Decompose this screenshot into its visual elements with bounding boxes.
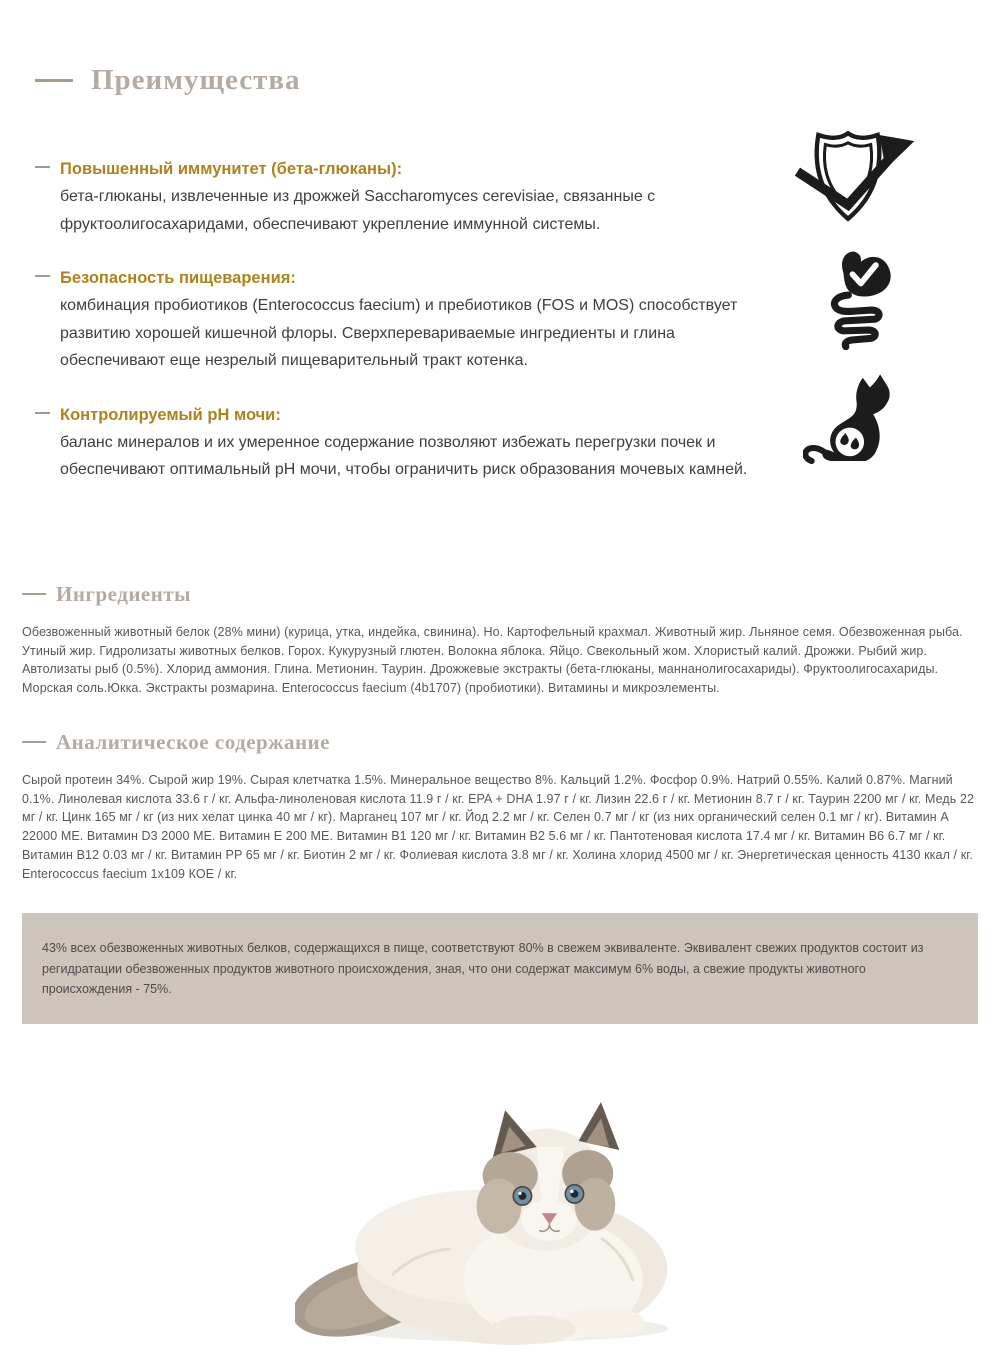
analysis-heading-text: Аналитическое содержание [56, 729, 330, 754]
benefit-title: Контролируемый pH мочи: [60, 405, 281, 424]
benefit-title: Безопасность пищеварения: [60, 269, 296, 288]
ingredients-heading [22, 582, 1000, 607]
benefit-item-urinary [35, 401, 775, 484]
benefit-title: Повышенный иммунитет (бета-глюканы): [60, 160, 403, 178]
heading-dash [22, 741, 46, 743]
benefit-icons-column [775, 128, 935, 510]
benefit-item-immunity [35, 155, 775, 238]
benefits-section [0, 155, 1000, 510]
benefit-text: комбинация пробиотиков (Enterococcus faecium) и пребиотиков (FOS и MOS) способствует развитию хорошей кишечной флоры. Сверхперевариваемые ингредиенты и глина обеспечивают еще незрелый пищеварительный тракт котенка. [60, 297, 738, 370]
ingredients-text: Обезвоженный животный белок (28% мини) (курица, утка, индейка, свинина). Но. Картофельный крахмал. Животный жир. Льняное семя. Обезвоженная рыба. Утиный жир. Гидролизаты животных белков. Горох. Кукурузный глютен. Волокна яблока. Яйцо. Свекольный жом. Хлористый калий. Дрожжи. Рыбий жир. Автолизаты рыб (0.5%). Хлорид аммония. Глина. Метионин. Таурин. Дрожжевые экстракты (бета-глюканы, маннанолигосахариды). Фруктоолигосахариды. Морская соль.Юкка. Экстракты розмарина. Enterococcus faecium (4b1707) (пробиотики). Витамины и микроэлементы. [22, 624, 963, 695]
benefit-text: бета-глюканы, извлеченные из дрожжей Saccharomyces cerevisiae, связанные с фруктоолигосахаридами, обеспечивают укрепление иммунной системы. [60, 188, 656, 233]
heading-dash [35, 79, 73, 82]
bullet-dash [35, 412, 50, 414]
ragdoll-cat-photo [295, 1096, 705, 1351]
product-detail-page [0, 64, 1000, 1264]
bullet-dash [35, 166, 50, 168]
bullet-dash [35, 275, 50, 277]
benefit-item-digestion [35, 264, 775, 375]
stomach-intestines-icon [812, 246, 898, 350]
heading-dash [22, 593, 46, 595]
benefits-heading-text: Преимущества [91, 64, 301, 96]
analysis-heading [22, 730, 1000, 755]
shield-arrow-icon [789, 128, 921, 224]
cat-photo-container [0, 1096, 1000, 1351]
protein-note-text: 43% всех обезвоженных животных белков, содержащихся в пище, соответствуют 80% в свежем эквиваленте. Эквивалент свежих продуктов состоит из регидратации обезвоженных продуктов животного происхождения, зная, что они содержат максимум 6% воды, а свежие продукты животного происхождения - 75%. [42, 941, 924, 996]
benefit-text: баланс минералов и их умеренное содержание позволяют избежать перегрузки почек и обеспечивают оптимальный pH мочи, чтобы ограничить риск образования мочевых камней. [60, 433, 748, 479]
benefits-heading [35, 64, 1000, 97]
benefits-list [35, 155, 775, 510]
analysis-text: Сырой протеин 34%. Сырой жир 19%. Сырая клетчатка 1.5%. Минеральное вещество 8%. Кальций 1.2%. Фосфор 0.9%. Натрий 0.55%. Калий 0.87%. Магний 0.1%. Линолевая кислота 33.6 г / кг. Альфа-линоленовая кислота 11.9 г / кг. EPA + DHA 1.97 г / кг. Лизин 22.6 г / кг. Метионин 8.7 г / кг. Таурин 2200 мг / кг. Медь 22 мг / кг. Цинк 165 мг / кг (из них хелат цинка 40 мг / кг). Марганец 107 мг / кг. Йод 2.2 мг / кг. Селен 0.7 мг / кг (из них органический селен 0.1 мг / кг). Витамин A 22000 МЕ. Витамин D3 2000 МЕ. Витамин E 200 МЕ. Витамин B1 120 мг / кг. Витамин B2 5.6 мг / кг. Пантотеновая кислота 17.4 мг / кг. Витамин B6 6.7 мг / кг. Витамин B12 0.03 мг / кг. Витамин PP 65 мг / кг. Биотин 2 мг / кг. Фолиевая кислота 3.8 мг / кг. Холина хлорид 4500 мг / кг. Энергетическая ценность 4130 ккал / кг. Enterococcus faecium 1x109 КОЕ / кг. [22, 772, 975, 881]
cat-urinary-icon [803, 372, 907, 472]
protein-note-box [22, 913, 978, 1024]
ingredients-heading-text: Ингредиенты [56, 581, 192, 606]
